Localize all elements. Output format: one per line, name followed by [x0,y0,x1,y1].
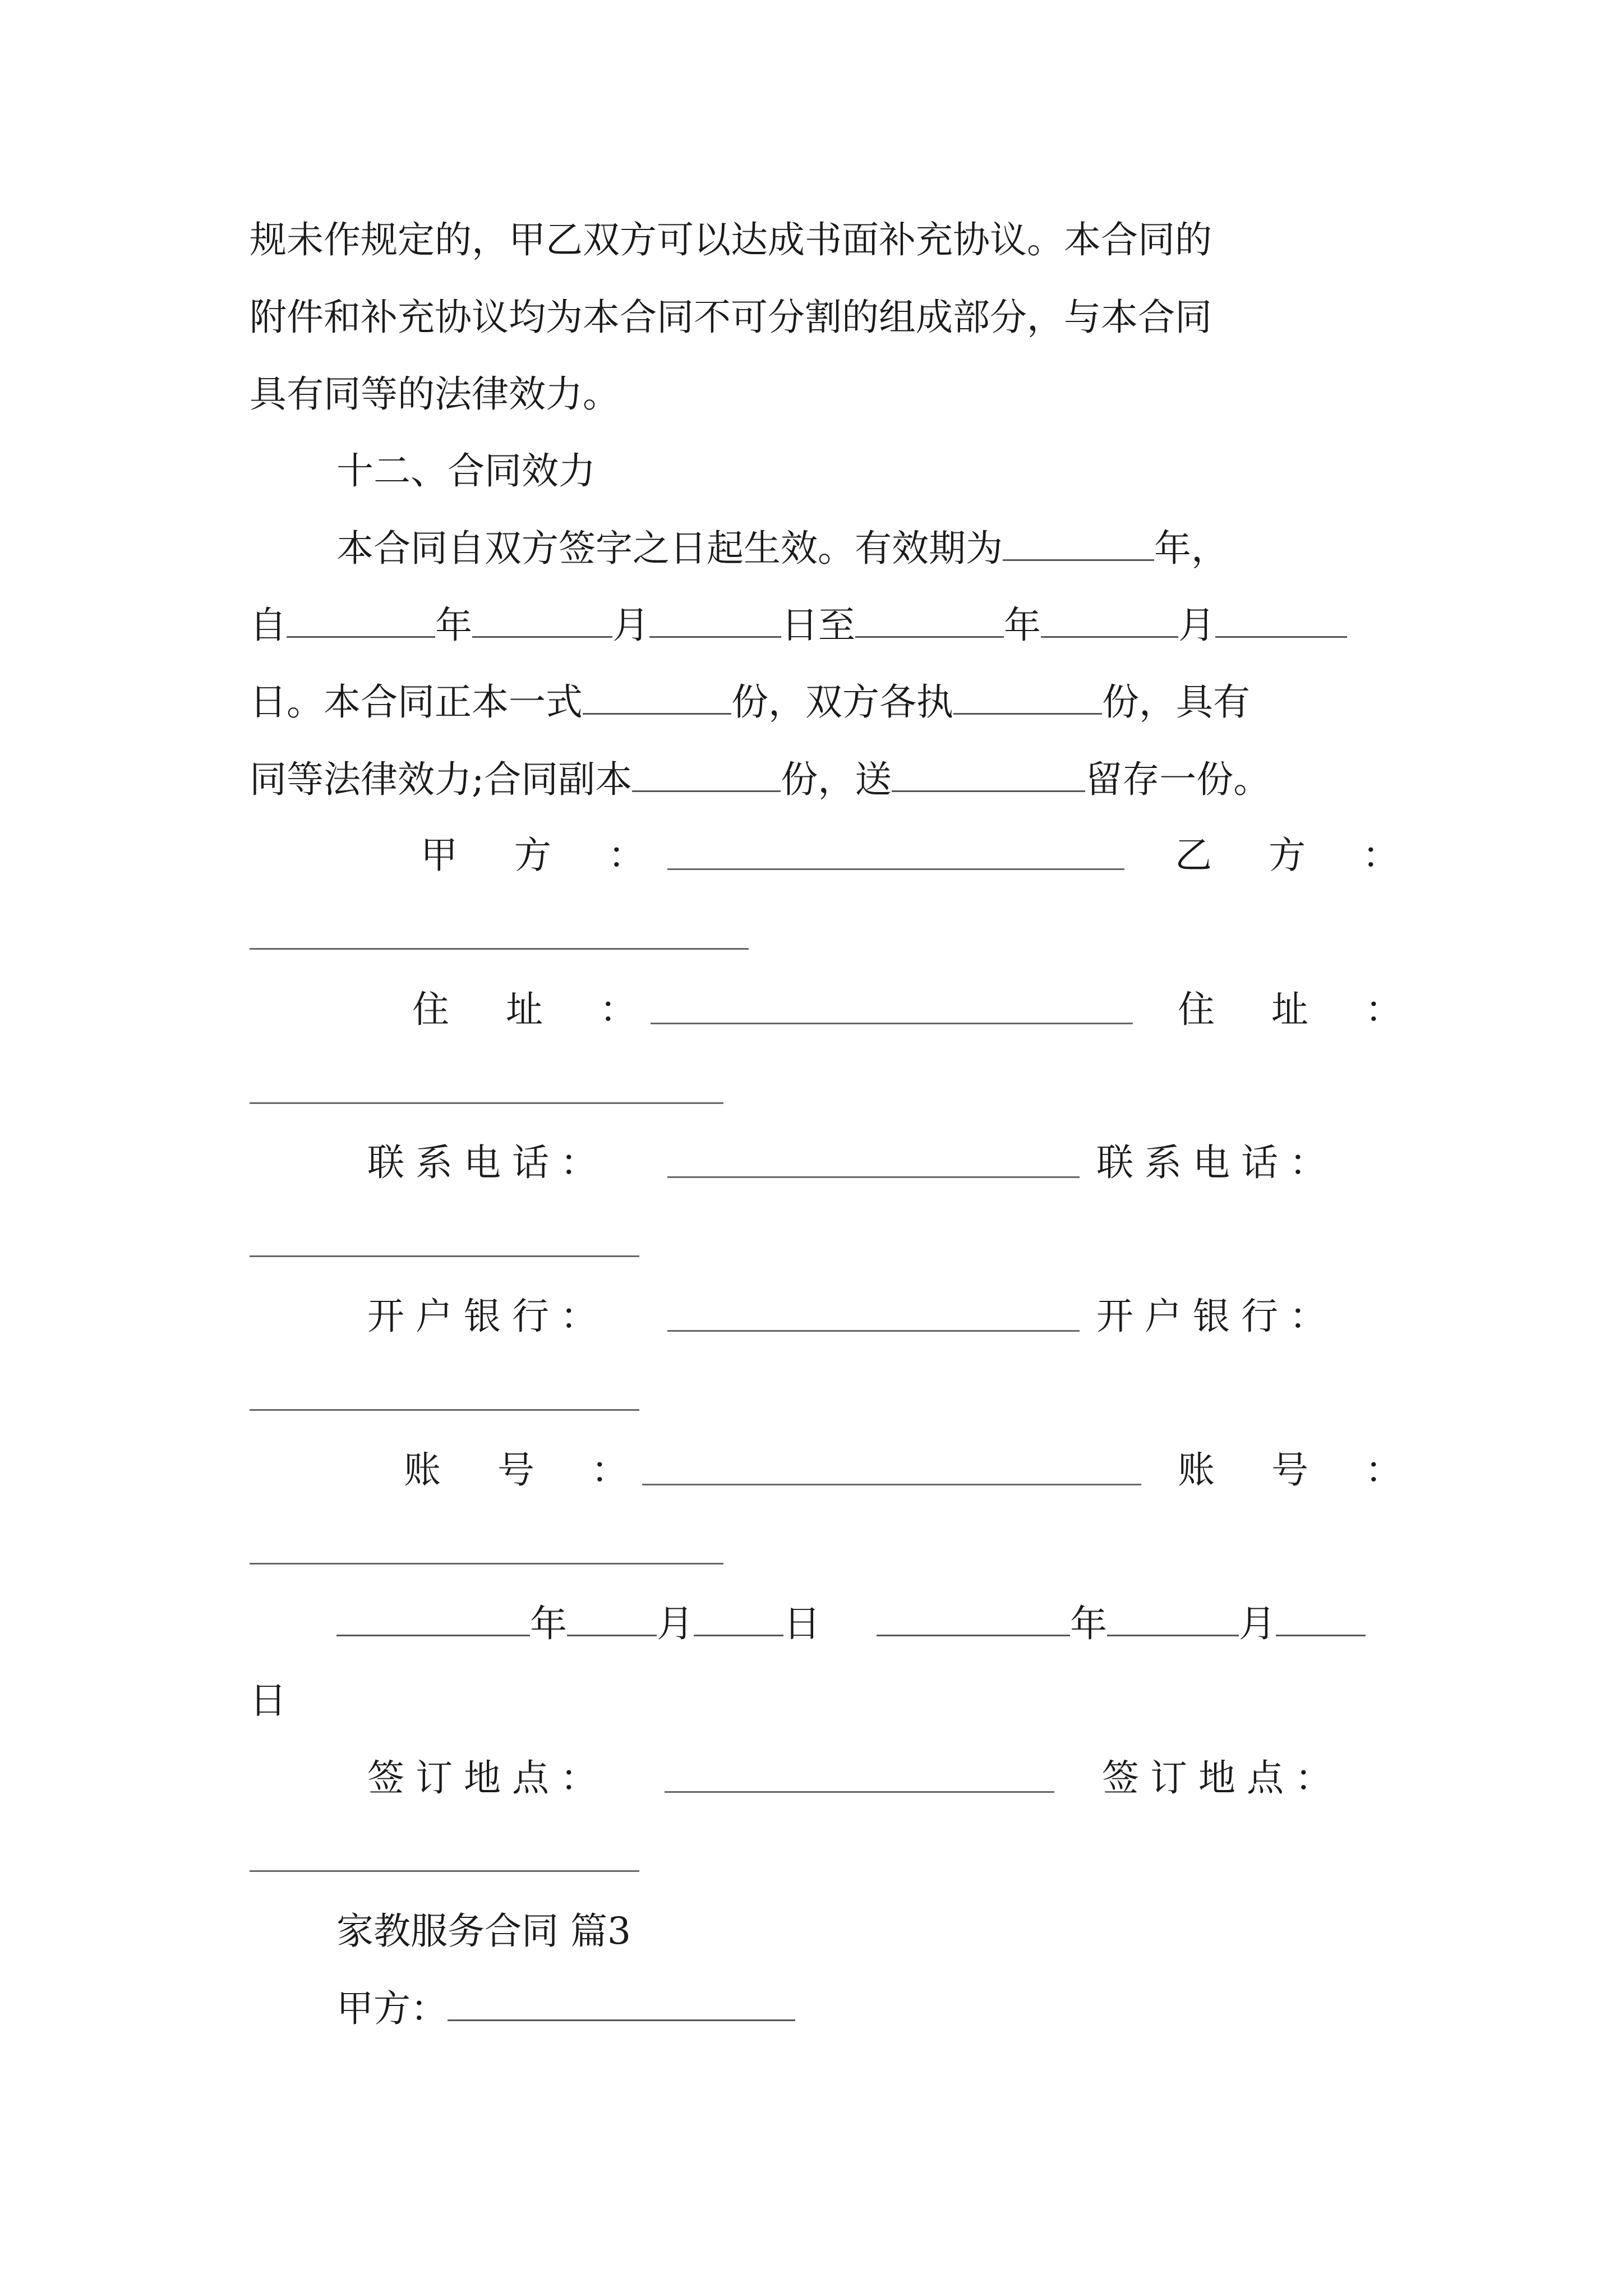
blank-field[interactable] [1003,530,1154,561]
copies-text: 日。本合同正本一式 [250,680,583,724]
bank-label-b: 开户银行： [1096,1295,1338,1338]
blank-field[interactable] [892,761,1085,792]
year-word: 年 [530,1602,567,1645]
party-a-label: 甲方： [336,1987,448,2030]
blank-field[interactable] [287,607,435,638]
copies-text: 留存一份。 [1085,758,1271,801]
account-b-field[interactable] [250,1563,723,1565]
day-to-word: 日至 [781,604,855,647]
blank-field[interactable] [694,1605,783,1636]
account-label-b: 账 号 ： [1178,1448,1424,1492]
blank-field[interactable] [855,607,1004,638]
blank-field[interactable] [632,761,781,792]
copies-text: 份，送 [781,758,892,801]
year-word: 年 [1004,604,1041,647]
phone-b-field[interactable] [250,1255,639,1257]
bank-a-field[interactable] [667,1330,1080,1332]
address-b-field[interactable] [250,1102,723,1104]
blank-field[interactable] [1041,607,1178,638]
validity-line-2 [250,604,1347,647]
next-party-a-line [336,1987,795,2030]
blank-field[interactable] [583,684,731,715]
blank-field[interactable] [877,1605,1070,1636]
copies-text: 同等法律效力;合同副本 [250,758,633,801]
validity-line-4 [250,758,1271,801]
paragraph-line: 规未作规定的，甲乙双方可以达成书面补充协议。本合同的 [250,218,1212,261]
copies-text: 份，双方各执 [731,680,953,724]
year-word: 年， [1154,527,1228,570]
blank-field[interactable] [567,1605,657,1636]
bank-label-a: 开户银行： [367,1295,608,1338]
phone-a-field[interactable] [667,1176,1080,1178]
next-contract-heading: 家教服务合同 篇3 [336,1910,631,1953]
blank-field[interactable] [1107,1605,1239,1636]
party-b-label: 乙 方 ： [1175,834,1422,877]
year-word: 年 [435,604,472,647]
party-a-label: 甲 方 ： [421,834,667,877]
address-a-field[interactable] [651,1023,1133,1024]
date-line [336,1602,1366,1645]
phone-label-b: 联系电话： [1096,1141,1338,1184]
party-a-field[interactable] [667,868,1124,870]
address-label-a: 住 址 ： [412,988,659,1031]
bank-b-field[interactable] [250,1409,639,1411]
sign-place-a-field[interactable] [665,1791,1054,1793]
month-word: 月 [1178,604,1215,647]
date-line-tail: 日 [250,1679,287,1722]
party-b-field[interactable] [250,948,749,950]
blank-field[interactable] [472,607,612,638]
paragraph-line: 具有同等的法律效力。 [250,372,620,416]
sign-place-label-b: 签订地点： [1102,1756,1343,1800]
day-word: 日 [783,1602,820,1645]
sign-place-b-field[interactable] [250,1870,639,1872]
copies-text: 份，具有 [1102,680,1250,724]
paragraph-line: 附件和补充协议均为本合同不可分割的组成部分，与本合同 [250,296,1212,339]
month-word: 月 [1239,1602,1276,1645]
blank-field[interactable] [1276,1605,1366,1636]
validity-line-1 [336,527,1228,570]
section-heading: 十二、合同效力 [336,449,596,493]
blank-field[interactable] [953,684,1102,715]
validity-line-3 [250,680,1250,724]
address-label-b: 住 址 ： [1178,988,1424,1031]
from-word: 自 [250,604,287,647]
account-label-a: 账 号 ： [404,1448,651,1492]
blank-field[interactable] [336,1605,530,1636]
year-word: 年 [1070,1602,1107,1645]
month-word: 月 [657,1602,694,1645]
blank-field[interactable] [1215,607,1347,638]
validity-text: 本合同自双方签字之日起生效。有效期为 [336,527,1003,570]
blank-field[interactable] [448,1990,795,2021]
phone-label-a: 联系电话： [367,1141,608,1184]
blank-field[interactable] [649,607,781,638]
sign-place-label-a: 签订地点： [367,1756,608,1800]
account-a-field[interactable] [642,1484,1141,1485]
month-word: 月 [612,604,649,647]
